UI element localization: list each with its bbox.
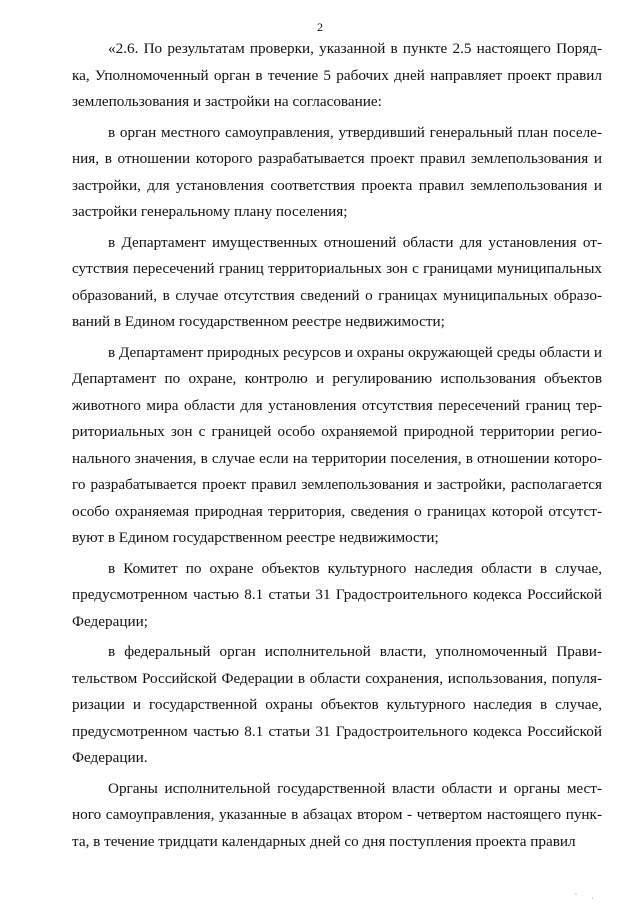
paragraph-local-government: в орган местного самоуправления, утвердивший генеральный план поселения, в отношении которого разрабатывается проект правил землепользования и застройки, для установления соответствия проекта правил землепользования и застройки генеральному плану поселения; [72,123,602,220]
page-number: 2 [317,20,323,34]
scan-marks: · ˌ [574,890,600,899]
paragraph-cultural-heritage-committee: в Комитет по охране объектов культурного наследия области в случае, предусмотренном частью 8.1 статьи 31 Градостроительного кодекса Российской Федерации; [72,559,602,630]
document-body [72,36,602,859]
paragraph-2-6-intro: «2.6. По результатам проверки, указанной в пункте 2.5 настоящего Порядка, Уполномоченный орган в течение 5 рабочих дней направляет проект правил землепользования и застройки на согласование: [72,40,602,110]
paragraph-property-department: в Департамент имущественных отношений области для установления отсутствия пересечений границ территориальных зон с границами муниципальных образований, в случае отсутствия сведений о границах муниципальных образований в Едином государственном реестре недвижимости; [72,233,602,330]
paragraph-natural-resources-department: в Департамент природных ресурсов и охраны окружающей среды области и Департамент по охране, контролю и регулированию использования объектов животного мира области для установления отсутствия пересечений границ территориальных зон с границей особо охраняемой природной территории регионального значения, в случае если на территории поселения, в отношении которого разрабатывается проект правил землепользования и застройки, располагается особо охраняемая природная территория, сведения о границах которой отсутствуют в Едином государственном реестре недвижимости; [72,343,602,546]
paragraph-authorities-deadline: Органы исполнительной государственной власти области и органы местного самоуправления, указанные в абзацах втором - четвертом настоящего пункта, в течение тридцати календарных дней со дня поступления проекта правил [72,779,602,850]
paragraph-federal-authority: в федеральный орган исполнительной власти, уполномоченный Правительством Российской Федерации в области сохранения, использования, популяризации и государственной охраны объектов культурного наследия в случае, предусмотренном частью 8.1 статьи 31 Градостроительного кодекса Российской Федерации. [72,643,602,766]
